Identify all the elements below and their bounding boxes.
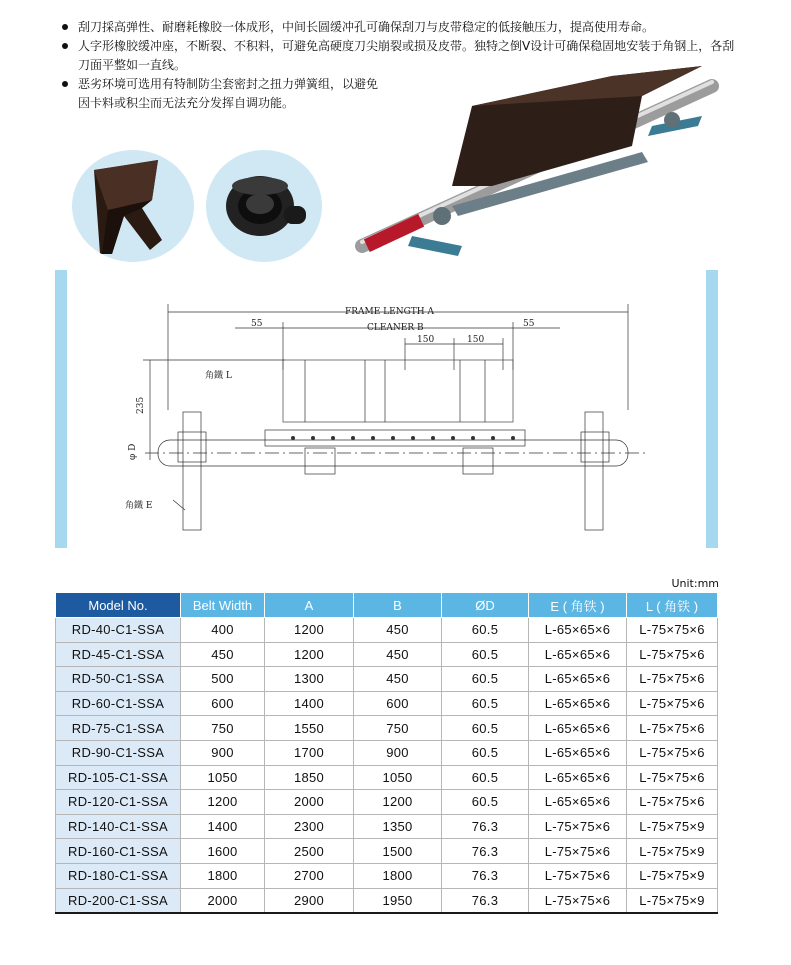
dim-150-left: 150	[417, 335, 435, 345]
table-cell: 900	[181, 740, 265, 765]
table-cell: L-65×65×6	[529, 716, 627, 741]
table-cell: 2000	[265, 790, 354, 815]
dim-235-label: 235	[136, 396, 146, 414]
table-cell: L-65×65×6	[529, 642, 627, 667]
table-cell: 400	[181, 618, 265, 643]
model-number-cell: RD-90-C1-SSA	[56, 740, 181, 765]
table-cell: 1550	[265, 716, 354, 741]
table-cell: 1700	[265, 740, 354, 765]
feature-text: 恶劣环境可选用有特制防尘套密封之扭力弹簧组，以避免因卡料或积尘而无法充分发挥自调功能。	[78, 77, 379, 110]
table-cell: 1050	[181, 765, 265, 790]
table-cell: L-75×75×9	[627, 888, 718, 913]
specification-table	[55, 592, 718, 914]
table-cell: 1400	[181, 814, 265, 839]
table-body	[56, 618, 718, 914]
column-header: Belt Width	[181, 593, 265, 618]
table-cell: 450	[354, 642, 442, 667]
table-row	[56, 888, 718, 913]
table-cell: 600	[354, 691, 442, 716]
model-number-cell: RD-120-C1-SSA	[56, 790, 181, 815]
dim-150-right: 150	[467, 335, 485, 345]
table-row	[56, 667, 718, 692]
table-cell: L-75×75×6	[529, 839, 627, 864]
table-cell: L-75×75×6	[529, 863, 627, 888]
table-cell: L-75×75×9	[627, 814, 718, 839]
cleaner-label: CLEANER B	[367, 323, 424, 333]
table-cell: 76.3	[442, 814, 529, 839]
table-cell: 60.5	[442, 642, 529, 667]
table-cell: 750	[354, 716, 442, 741]
table-row	[56, 765, 718, 790]
dim-55-left: 55	[251, 319, 263, 329]
table-header-row	[56, 593, 718, 618]
table-cell: L-65×65×6	[529, 618, 627, 643]
table-cell: L-75×75×6	[627, 642, 718, 667]
table-cell: L-65×65×6	[529, 740, 627, 765]
table-cell: 1800	[354, 863, 442, 888]
table-cell: 1800	[181, 863, 265, 888]
model-number-cell: RD-75-C1-SSA	[56, 716, 181, 741]
bullet-dot-icon	[62, 43, 68, 49]
table-row	[56, 863, 718, 888]
model-number-cell: RD-45-C1-SSA	[56, 642, 181, 667]
table-cell: L-75×75×6	[627, 790, 718, 815]
table-cell: 1350	[354, 814, 442, 839]
angle-e-label: 角鐵 E	[125, 501, 153, 511]
frame-length-label: FRAME LENGTH A	[345, 307, 434, 317]
diameter-label: φ D	[128, 443, 138, 460]
column-header: E ( 角铁 )	[529, 593, 627, 618]
model-number-cell: RD-40-C1-SSA	[56, 618, 181, 643]
table-cell: 60.5	[442, 691, 529, 716]
table-cell: 750	[181, 716, 265, 741]
column-header: L ( 角铁 )	[627, 593, 718, 618]
table-cell: 450	[181, 642, 265, 667]
table-row	[56, 790, 718, 815]
table-cell: 1950	[354, 888, 442, 913]
table-cell: L-75×75×6	[529, 814, 627, 839]
table-cell: L-65×65×6	[529, 790, 627, 815]
model-number-cell: RD-105-C1-SSA	[56, 765, 181, 790]
bullet-dot-icon	[62, 81, 68, 87]
table-row	[56, 740, 718, 765]
table-cell: 76.3	[442, 863, 529, 888]
torsion-bush-photo	[206, 150, 322, 262]
table-cell: 900	[354, 740, 442, 765]
table-cell: 1600	[181, 839, 265, 864]
model-number-cell: RD-200-C1-SSA	[56, 888, 181, 913]
table-cell: L-65×65×6	[529, 765, 627, 790]
table-cell: L-75×75×6	[529, 888, 627, 913]
table-cell: 60.5	[442, 740, 529, 765]
table-cell: 500	[181, 667, 265, 692]
table-cell: 60.5	[442, 790, 529, 815]
model-number-cell: RD-60-C1-SSA	[56, 691, 181, 716]
table-cell: 1200	[354, 790, 442, 815]
column-header: B	[354, 593, 442, 618]
table-cell: 60.5	[442, 716, 529, 741]
column-header: Model No.	[56, 593, 181, 618]
table-cell: 1850	[265, 765, 354, 790]
table-cell: 2300	[265, 814, 354, 839]
table-row	[56, 642, 718, 667]
table-cell: 600	[181, 691, 265, 716]
table-row	[56, 839, 718, 864]
table-cell: L-75×75×6	[627, 691, 718, 716]
bullet-dot-icon	[62, 24, 68, 30]
dimension-drawing	[55, 270, 718, 548]
table-cell: L-75×75×6	[627, 765, 718, 790]
table-cell: 1500	[354, 839, 442, 864]
table-cell: L-75×75×6	[627, 667, 718, 692]
table-cell: 1300	[265, 667, 354, 692]
table-cell: 60.5	[442, 618, 529, 643]
table-cell: L-75×75×9	[627, 863, 718, 888]
unit-label: Unit:mm	[671, 577, 719, 590]
table-cell: L-75×75×6	[627, 716, 718, 741]
table-cell: L-75×75×9	[627, 839, 718, 864]
feature-text: 刮刀採高弹性、耐磨耗橡胶一体成形，中间长圆缓冲孔可确保刮刀与皮带稳定的低接触压力，提高使用寿命。	[78, 20, 655, 34]
table-cell: L-65×65×6	[529, 667, 627, 692]
table-cell: L-65×65×6	[529, 691, 627, 716]
feature-item	[62, 18, 742, 37]
table-cell: 76.3	[442, 888, 529, 913]
table-cell: 1200	[181, 790, 265, 815]
table-cell: 1400	[265, 691, 354, 716]
table-cell: 76.3	[442, 839, 529, 864]
table-row	[56, 716, 718, 741]
table-row	[56, 814, 718, 839]
table-cell: 450	[354, 618, 442, 643]
dim-55-right: 55	[523, 319, 535, 329]
column-header: A	[265, 593, 354, 618]
table-cell: L-75×75×6	[627, 618, 718, 643]
table-row	[56, 691, 718, 716]
cleaner-product-illustration	[342, 56, 730, 268]
table-cell: 2000	[181, 888, 265, 913]
table-cell: 60.5	[442, 765, 529, 790]
model-number-cell: RD-180-C1-SSA	[56, 863, 181, 888]
model-number-cell: RD-50-C1-SSA	[56, 667, 181, 692]
feature-text: 人字形橡胶缓冲座，不断裂、不积料，可避免高硬度刀尖崩裂或损及皮带。独特之倒V设计可确保稳固地安装于角钢上，各刮刀面平整如一直线。	[78, 39, 735, 72]
table-cell: 1200	[265, 642, 354, 667]
model-number-cell: RD-160-C1-SSA	[56, 839, 181, 864]
table-cell: 2700	[265, 863, 354, 888]
table-cell: 60.5	[442, 667, 529, 692]
angle-l-label: 角鐵 L	[205, 371, 232, 381]
table-cell: 1050	[354, 765, 442, 790]
table-cell: 2900	[265, 888, 354, 913]
column-header: ØD	[442, 593, 529, 618]
blade-detail-photo	[72, 150, 194, 262]
model-number-cell: RD-140-C1-SSA	[56, 814, 181, 839]
table-cell: 2500	[265, 839, 354, 864]
table-cell: 450	[354, 667, 442, 692]
table-row	[56, 618, 718, 643]
table-cell: 1200	[265, 618, 354, 643]
table-cell: L-75×75×6	[627, 740, 718, 765]
